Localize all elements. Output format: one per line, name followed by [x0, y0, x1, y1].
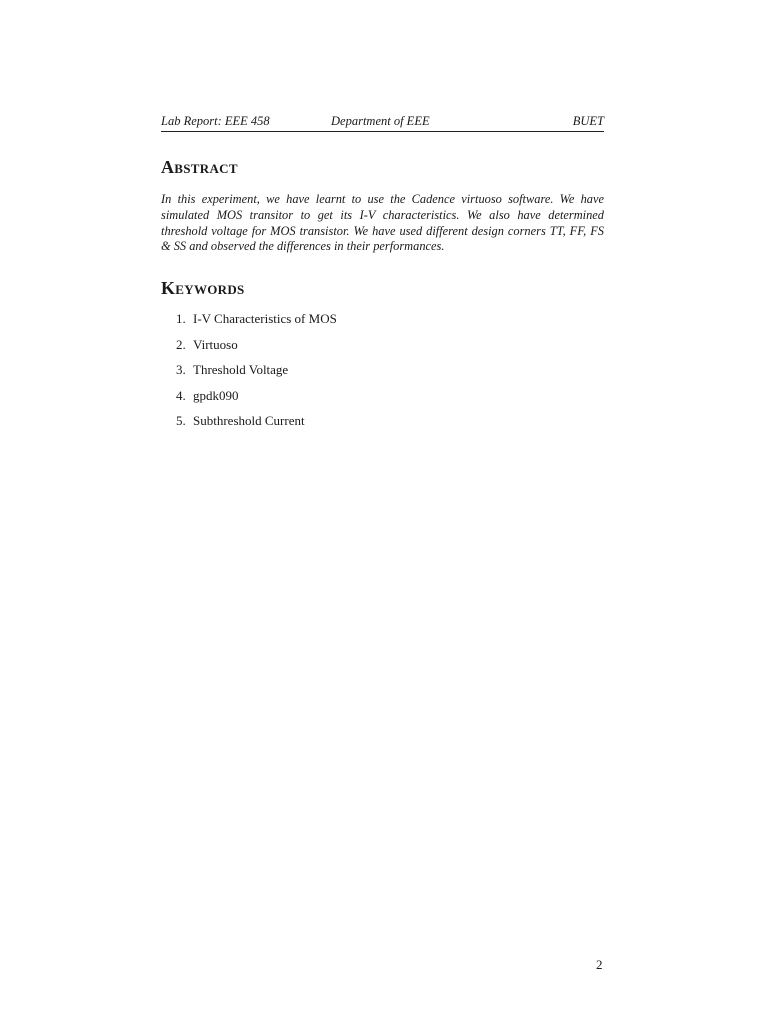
page-number: 2: [596, 957, 603, 972]
list-item: [161, 311, 604, 337]
list-item-number: 4.: [176, 387, 186, 403]
keywords-list: [161, 311, 604, 439]
abstract-heading: Abstract: [161, 157, 238, 177]
header-course: Lab Report: EEE 458: [161, 114, 270, 128]
header-institution: BUET: [572, 114, 604, 128]
list-item: [161, 413, 604, 439]
list-item-text: gpdk090: [193, 387, 239, 403]
list-item-text: Subthreshold Current: [193, 413, 305, 428]
list-item: [161, 388, 604, 414]
list-item-number: 3.: [176, 362, 186, 377]
list-item-number: 2.: [176, 336, 186, 352]
running-header: [161, 113, 604, 132]
list-item-number: 1.: [176, 311, 186, 326]
list-item-number: 5.: [176, 413, 186, 428]
keywords-heading: Keywords: [161, 278, 245, 298]
list-item-text: I-V Characteristics of MOS: [193, 311, 337, 326]
header-department: Department of EEE: [331, 114, 430, 128]
list-item-text: Virtuoso: [193, 336, 238, 352]
list-item-text: Threshold Voltage: [193, 362, 289, 377]
abstract-paragraph: In this experiment, we have learnt to use the Cadence virtuoso software. We have simulated MOS transitor to get its I-V characteristics. We also have determined threshold voltage for MOS transistor. We have used different design corners TT, FF, FS & SS and observed the differences in their performances.: [161, 192, 604, 254]
list-item: [161, 337, 604, 363]
list-item: [161, 362, 604, 388]
